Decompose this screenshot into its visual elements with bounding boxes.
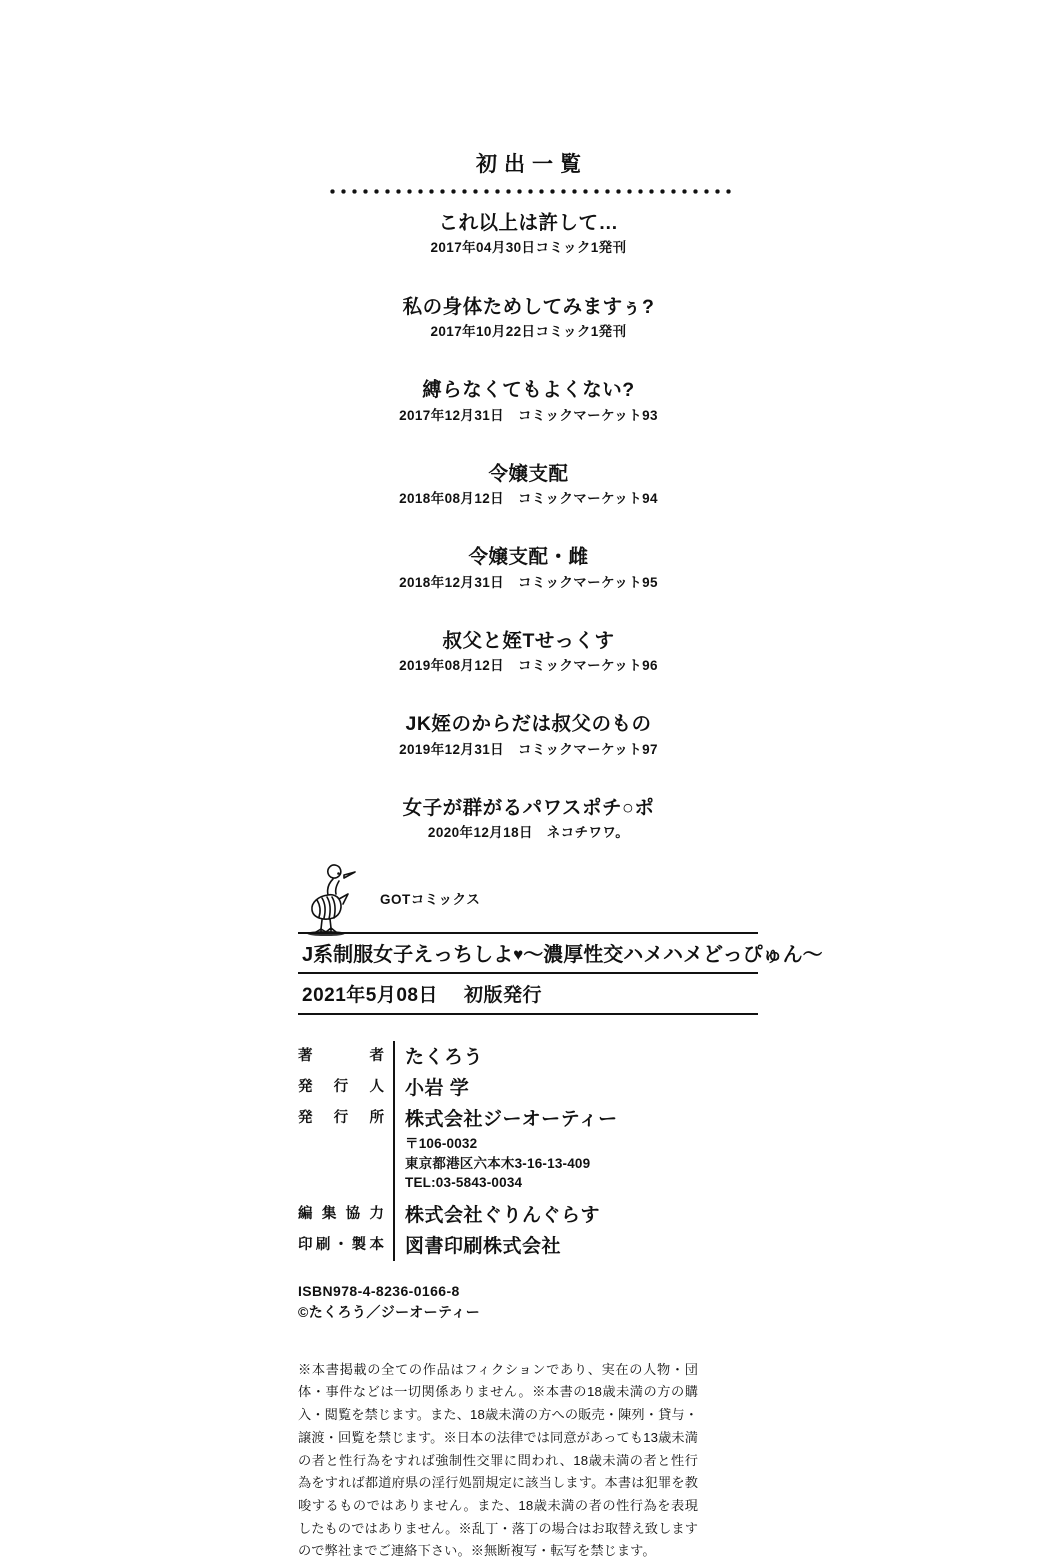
bird-logo-icon xyxy=(298,862,372,936)
copyright-line: ©たくろう／ジーオーティー xyxy=(298,1303,481,1320)
table-row xyxy=(298,1230,618,1261)
list-item xyxy=(0,796,1057,842)
entry-meta: 2017年04月30日コミック1発刊 xyxy=(430,240,627,256)
entry-title: 令嬢支配・雌 xyxy=(468,546,589,569)
heart-icon: ♥ xyxy=(513,945,524,964)
entry-meta: 2020年12月18日 ネコチワワ。 xyxy=(427,825,630,841)
list-item xyxy=(0,378,1057,424)
list-item xyxy=(0,712,1057,758)
publisher-name: 株式会社ジーオーティー xyxy=(405,1109,618,1130)
book-title xyxy=(298,932,823,974)
credit-value: たくろう xyxy=(405,1047,484,1068)
credit-label: 印刷・製本 xyxy=(298,1230,394,1261)
publish-date: 2021年5月08日 xyxy=(302,985,438,1006)
credit-label: 発行人 xyxy=(298,1072,394,1103)
credit-value xyxy=(394,1103,618,1199)
credit-value: 小岩 学 xyxy=(405,1078,470,1099)
entry-meta: 2018年12月31日 コミックマーケット95 xyxy=(399,574,658,590)
entry-title: 令嬢支配 xyxy=(488,462,569,485)
first-appearance-heading: 初出一覧 xyxy=(476,153,588,176)
entry-title: これ以上は許して… xyxy=(438,212,619,234)
legal-note xyxy=(298,1359,698,1563)
dotted-divider xyxy=(327,188,731,195)
first-appearance-section xyxy=(0,148,1057,842)
imprint-section xyxy=(298,862,823,1563)
table-row xyxy=(298,1072,618,1103)
credit-label: 発行所 xyxy=(298,1103,394,1199)
entry-title: 叔父と姪Tせっくす xyxy=(442,629,615,652)
isbn-number: ISBN978-4-8236-0166-8 xyxy=(298,1282,460,1299)
entry-meta: 2019年12月31日 コミックマーケット97 xyxy=(399,741,658,757)
entry-title: 女子が群がるパワスポチ○ポ xyxy=(402,796,655,819)
list-item xyxy=(0,545,1057,591)
credits-table xyxy=(298,1041,618,1261)
credit-label: 著 者 xyxy=(298,1041,394,1072)
list-item xyxy=(0,211,1057,257)
entry-title: JK姪のからだは叔父のもの xyxy=(405,713,652,736)
credit-value: 図書印刷株式会社 xyxy=(405,1235,562,1257)
table-row xyxy=(298,1041,618,1072)
brand-label: GOTコミックス xyxy=(380,892,481,907)
list-item xyxy=(0,295,1057,341)
legal-note-text: ※本書掲載の全ての作品はフィクションであり、実在の人物・団体・事件などは一切関係ありません。※本書の18歳未満の方の購入・閲覧を禁じます。また、18歳未満の方への販売・陳列・貸与・譲渡・回覧を禁じます。※日本の法律では同意があっても13歳未満の者と性行為をすれば強制性交罪に問われ、18歳未満の者と性行為をすれば都道府県の淫行処罰規定に該当します。本書は犯罪を教唆するものではありません。また、18歳未満の者の性行為を表現したものではありません。※乱丁・落丁の場合はお取替え致しますので弊社までご連絡下さい。※無断複写・転写を禁じます。 xyxy=(298,1361,698,1559)
entry-title: 縛らなくてもよくない? xyxy=(422,379,635,402)
edition-label: 初版発行 xyxy=(463,985,542,1006)
brand-row xyxy=(298,862,758,936)
isbn-block xyxy=(298,1281,758,1323)
publish-date-row xyxy=(298,974,758,1015)
entry-meta: 2017年10月22日コミック1発刊 xyxy=(430,323,627,339)
book-title-prefix: J系制服女子えっちしよ xyxy=(302,944,514,966)
credit-value: 株式会社ぐりんぐらす xyxy=(405,1204,601,1226)
list-item xyxy=(0,462,1057,508)
list-item xyxy=(0,629,1057,675)
entry-meta: 2017年12月31日 コミックマーケット93 xyxy=(399,407,658,423)
book-title-suffix: ～濃厚性交ハメハメどっぴゅん～ xyxy=(523,944,823,966)
entry-meta: 2019年08月12日 コミックマーケット96 xyxy=(399,658,658,674)
entry-meta: 2018年08月12日 コミックマーケット94 xyxy=(399,491,658,507)
table-row xyxy=(298,1199,618,1230)
publisher-address: 〒106-0032 東京都港区六本木3-16-13-409 TEL:03-5843-0034 xyxy=(405,1136,591,1191)
entry-title: 私の身体ためしてみますぅ? xyxy=(402,295,655,318)
table-row xyxy=(298,1103,618,1199)
credit-label: 編集協力 xyxy=(298,1199,394,1230)
